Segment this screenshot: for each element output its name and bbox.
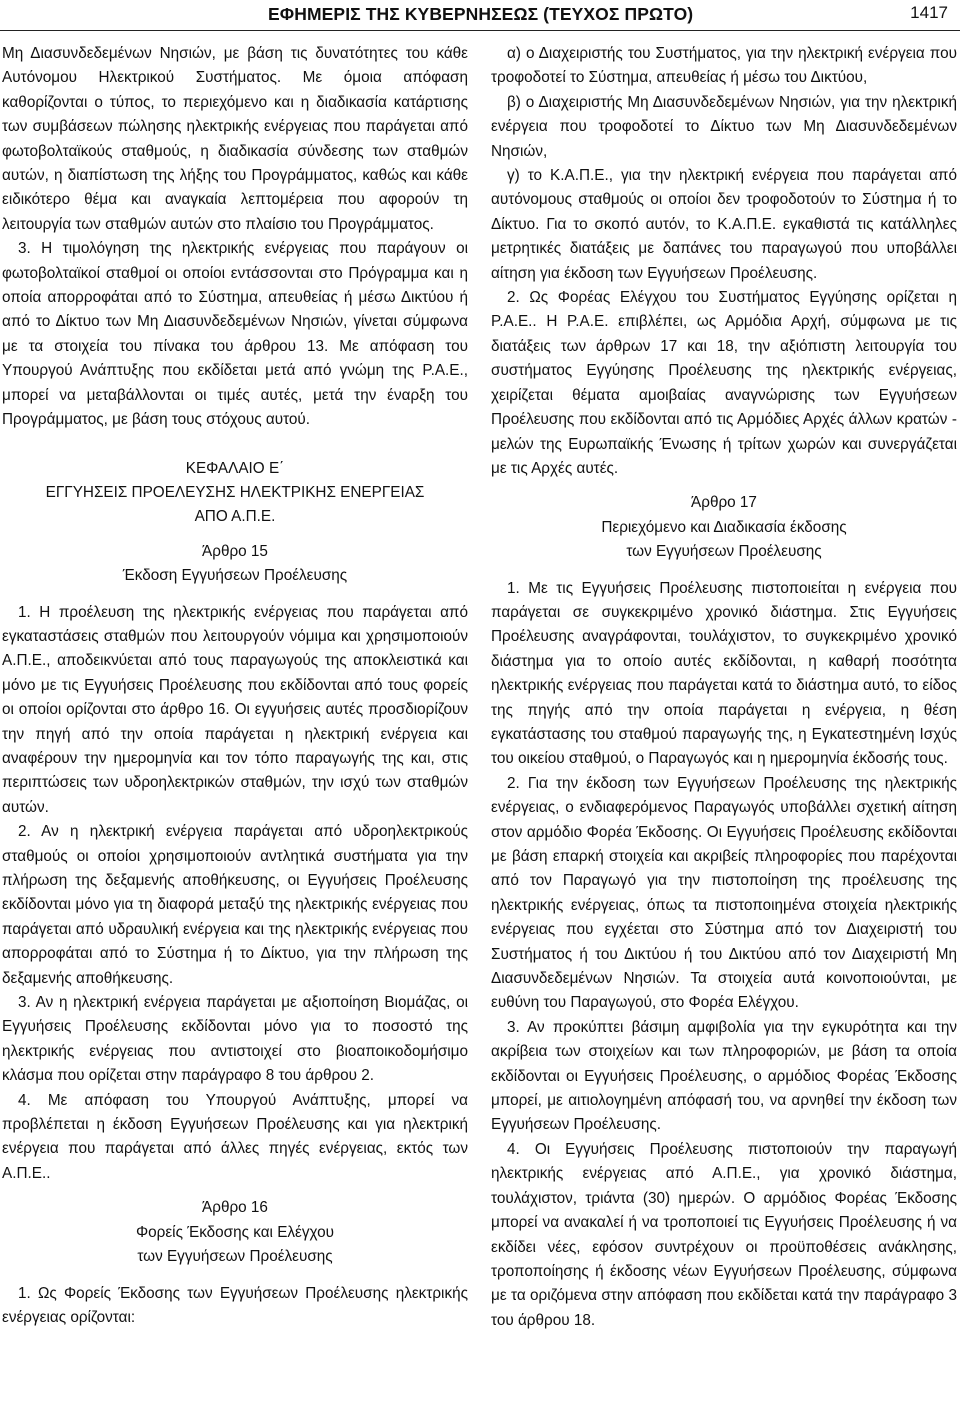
article-15-title: Άρθρο 15	[202, 542, 268, 560]
list-item-b: β) ο Διαχειριστής Μη Διασυνδεδεμένων Νησιών, για την ηλεκτρική ενέργεια που τροφοδοτεί το Δίκτυο των Μη Διασυνδεδεμένων Νησιών,	[491, 93, 957, 160]
article-17-title: Άρθρο 17	[691, 494, 757, 512]
gazette-header-title: ΕΦΗΜΕΡΙΣ ΤΗΣ ΚΥΒΕΡΝΗΣΕΩΣ (ΤΕΥΧΟΣ ΠΡΩΤΟ)	[268, 4, 694, 24]
article-17-paragraph-3: 3. Αν προκύπτει βάσιμη αμφιβολία για την εγκυρότητα και την ακρίβεια των στοιχείων και των πληροφοριών, με βάση τα οποία εκδίδονται οι Εγγυήσεις Προέλευσης, ο αρμόδιος Φορέας Έκδοσης μπορεί, με αιτιολογημένη απόφασή του, να αρνηθεί την έκδοση των Εγγυήσεων Προέλευσης.	[491, 1018, 957, 1134]
chapter-title: ΕΓΓΥΗΣΕΙΣ ΠΡΟΕΛΕΥΣΗΣ ΗΛΕΚΤΡΙΚΗΣ ΕΝΕΡΓΕΙΑΣ	[45, 483, 425, 501]
article-17-paragraph-4: 4. Οι Εγγυήσεις Προέλευσης πιστοποιούν την παραγωγή ηλεκτρικής ενέργειας από Α.Π.Ε., για χρονικό διάστημα, τουλάχιστον, τριάντα (30) ημερών. Ο αρμόδιος Φορέας Έκδοσης μπορεί να ανακαλεί ή να τροποποιεί τις Εγγυήσεις Προέλευσης ή να εκδίδει νέες, εφόσον συντρέχουν οι προϋποθέσεις ανάκλησης, τροποποίησης ή έκδοσης νέων Εγγυήσεων Προέλευσης, σύμφωνα με τα οριζόμενα στην απόφαση που εκδίδεται κατά την παράγραφο 3 του άρθρου 18.	[491, 1140, 957, 1329]
article-15-subtitle: Έκδοση Εγγυήσεων Προέλευσης	[122, 567, 348, 585]
article-15-paragraph-4: 4. Με απόφαση του Υπουργού Ανάπτυξης, μπορεί να προβλέπεται η έκδοση Εγγυήσεων Προέλευσης και για ηλεκτρική ενέργεια που παράγεται από άλλες πηγές ενέργειας, εκτός των Α.Π.Ε..	[2, 1091, 468, 1182]
chapter-number: ΚΕΦΑΛΑΙΟ Ε΄	[185, 459, 285, 477]
article-16-paragraph-1: 1. Ως Φορείς Έκδοσης των Εγγυήσεων Προέλευσης ηλεκτρικής ενέργειας ορίζονται:	[2, 1284, 468, 1326]
article-17-paragraph-2: 2. Για την έκδοση των Εγγυήσεων Προέλευσης της ηλεκτρικής ενέργειας, ο ενδιαφερόμενος Παραγωγός υποβάλλει σχετική αίτηση στον αρμόδιο Φορέα Έκδοσης. Οι Εγγυήσεις Προέλευσης εκδίδονται με βάση επαρκή στοιχεία και ακριβείς πληροφορίες που παρέχονται από τον Παραγωγό για την πιστοποίηση της προέλευσης της ηλεκτρικής ενέργειας, όπως τα πιστοποιημένα στοιχεία ηλεκτρικής ενέργειας που εγχέεται στο Σύστημα από τον Διαχειριστή του Συστήματος ή του Δικτύου ή του Δικτύου από τον Διαχειριστή Μη Διασυνδεδεμένων Νησιών. Τα στοιχεία αυτά κοινοποιούνται, με ευθύνη του Παραγωγού, στο Φορέα Ελέγχου.	[491, 774, 957, 1012]
article-16-title: Άρθρο 16	[202, 1199, 268, 1217]
article-15-paragraph-2: 2. Αν η ηλεκτρική ενέργεια παράγεται από υδροηλεκτρικούς σταθμούς οι οποίοι χρησιμοποιούν αντλητικά συστήματα για την πλήρωση της δεξαμενής αποθήκευσης, οι Εγγυήσεις Προέλευσης εκδίδονται μόνο για τη διαφορά μεταξύ της ηλεκτρικής ενέργειας που παράγεται από υδραυλική ενέργεια και της ηλεκτρικής ενέργειας που απορροφάται από το Σύστημα ή το Δίκτυο, για την πλήρωση της δεξαμενής αποθήκευσης.	[2, 823, 468, 987]
right-column	[491, 42, 957, 1333]
article-15-paragraph-3: 3. Αν η ηλεκτρική ενέργεια παράγεται με αξιοποίηση Βιομάζας, οι Εγγυήσεις Προέλευσης εκδίδονται μόνο για το ποσοστό της ηλεκτρικής ενέργειας που αντιστοιχεί στο βιοαποικοδομήσιμο κλάσμα που ορίζεται στην παράγραφο 8 του άρθρου 2.	[2, 994, 468, 1085]
article-16-subtitle-cont: των Εγγυήσεων Προέλευσης	[137, 1248, 333, 1266]
list-item-c: γ) το Κ.Α.Π.Ε., για την ηλεκτρική ενέργεια που παράγεται από αυτόνομους σταθμούς οι οποίοι δεν τροφοδοτούν το Σύστημα ή το Δίκτυο. Για το σκοπό αυτόν, το Κ.Α.Π.Ε. εγκαθιστά τις κατάλληλες μετρητικές διατάξεις με δαπάνες του παραγωγού που υποβάλλει αίτηση για έκδοση των Εγγυήσεων Προέλευσης.	[491, 167, 957, 282]
page-number: 1417	[910, 3, 948, 22]
article-15-paragraph-1: 1. Η προέλευση της ηλεκτρικής ενέργειας που παράγεται από εγκαταστάσεις σταθμών που λειτουργούν νόμιμα και χρησιμοποιούν Α.Π.Ε., αποδεικνύεται από τους παραγωγούς της αποκλειστικά και μόνο με τις Εγγυήσεις Προέλευσης που εκδίδονται από τους φορείς οι οποίοι ορίζονται στο άρθρο 16. Οι εγγυήσεις αυτές προσδιορίζουν την πηγή από την οποία παράγεται η ηλεκτρική ενέργεια και αναφέρουν την ημερομηνία και τον τόπο παραγωγής της και, στις περιπτώσεις των υδροηλεκτρικών σταθμών, την ισχύ των σταθμών αυτών.	[2, 603, 468, 816]
list-item-a: α) ο Διαχειριστής του Συστήματος, για την ηλεκτρική ενέργεια που τροφοδοτεί το Σύστημα, απευθείας ή μέσω του Δικτύου,	[491, 45, 957, 87]
article-17-subtitle-cont: των Εγγυήσεων Προέλευσης	[626, 543, 822, 561]
page-header	[0, 0, 960, 30]
article-16-subtitle: Φορείς Έκδοσης και Ελέγχου	[135, 1223, 335, 1241]
paragraph-pricing: 3. Η τιμολόγηση της ηλεκτρικής ενέργειας που παράγουν οι φωτοβολταϊκοί σταθμοί οι οποίοι εντάσσονται στο Πρόγραμμα και η οποία απορροφάται από το Σύστημα, απευθείας ή μέσω Δικτύου ή από το Δίκτυο των Μη Διασυνδεδεμένων Νησιών, γίνεται σύμφωνα με τα στοιχεία του πίνακα του άρθρου 13. Με απόφαση του Υπουργού Ανάπτυξης που εκδίδεται μετά από γνώμη της Ρ.Α.Ε., μπορεί να μεταβάλλονται οι τιμές αυτές, μετά την έναρξη του Προγράμματος, με βάση τους στόχους αυτού.	[2, 240, 468, 429]
article-17-paragraph-1: 1. Με τις Εγγυήσεις Προέλευσης πιστοποιείται η ενέργεια που παράγεται σε συγκεκριμένο χρονικό διάστημα. Στις Εγγυήσεις Προέλευσης αναγράφονται, τουλάχιστον, το συγκεκριμένο χρονικό διάστημα για το οποίο αυτές εκδίδονται, η καθαρή ποσότητα ηλεκτρικής ενέργειας που παράγεται κατά το διάστημα αυτό, το είδος της πηγής από την οποία παράγεται η ενέργεια, η θέση εγκατάστασης του σταθμού παραγωγής της, η Εγκατεστημένη Ισχύς του οικείου σταθμού, ο Παραγωγός και η ημερομηνία έκδοσής τους.	[491, 579, 957, 768]
paragraph-continuation: Μη Διασυνδεδεμένων Νησιών, με βάση τις δυνατότητες του κάθε Αυτόνομου Ηλεκτρικού Συστήματος. Με όμοια απόφαση καθορίζονται ο τύπος, το περιεχόμενο και η διαδικασία κατάρτισης των συμβάσεων πώλησης ηλεκτρικής ενέργειας που παράγεται από φωτοβολταϊκούς σταθμούς, η διαδικασία σύνδεσης των σταθμών αυτών, η διαπίστωση της λήξης του Προγράμματος, καθώς και κάθε ειδικότερο θέμα και αναγκαία λεπτομέρεια που αφορούν τη λειτουργία των σταθμών αυτών στο πλαίσιο του Προγράμματος.	[2, 45, 468, 233]
left-column	[2, 42, 468, 1330]
chapter-title-cont: ΑΠΟ Α.Π.Ε.	[194, 508, 276, 526]
article-16-paragraph-2: 2. Ως Φορέας Ελέγχου του Συστήματος Εγγύησης ορίζεται η Ρ.Α.Ε.. Η Ρ.Α.Ε. επιβλέπει, ως Αρμόδια Αρχή, σύμφωνα με τις διατάξεις των άρθρων 17 και 18, την αξιόπιστη λειτουργία του συστήματος Εγγύησης Προέλευσης της ηλεκτρικής ενέργειας, χειρίζεται θέματα αμοιβαίας αναγνώρισης των Εγγυήσεων Προέλευσης που εκδίδονται από τις Αρμόδιες Αρχές άλλων κρατών - μελών της Ευρωπαϊκής Ένωσης ή τρίτων χωρών και συνεργάζεται με τις Αρχές αυτές.	[491, 289, 957, 477]
header-rule	[0, 30, 960, 31]
article-17-subtitle: Περιεχόμενο και Διαδικασία έκδοσης	[601, 518, 847, 536]
